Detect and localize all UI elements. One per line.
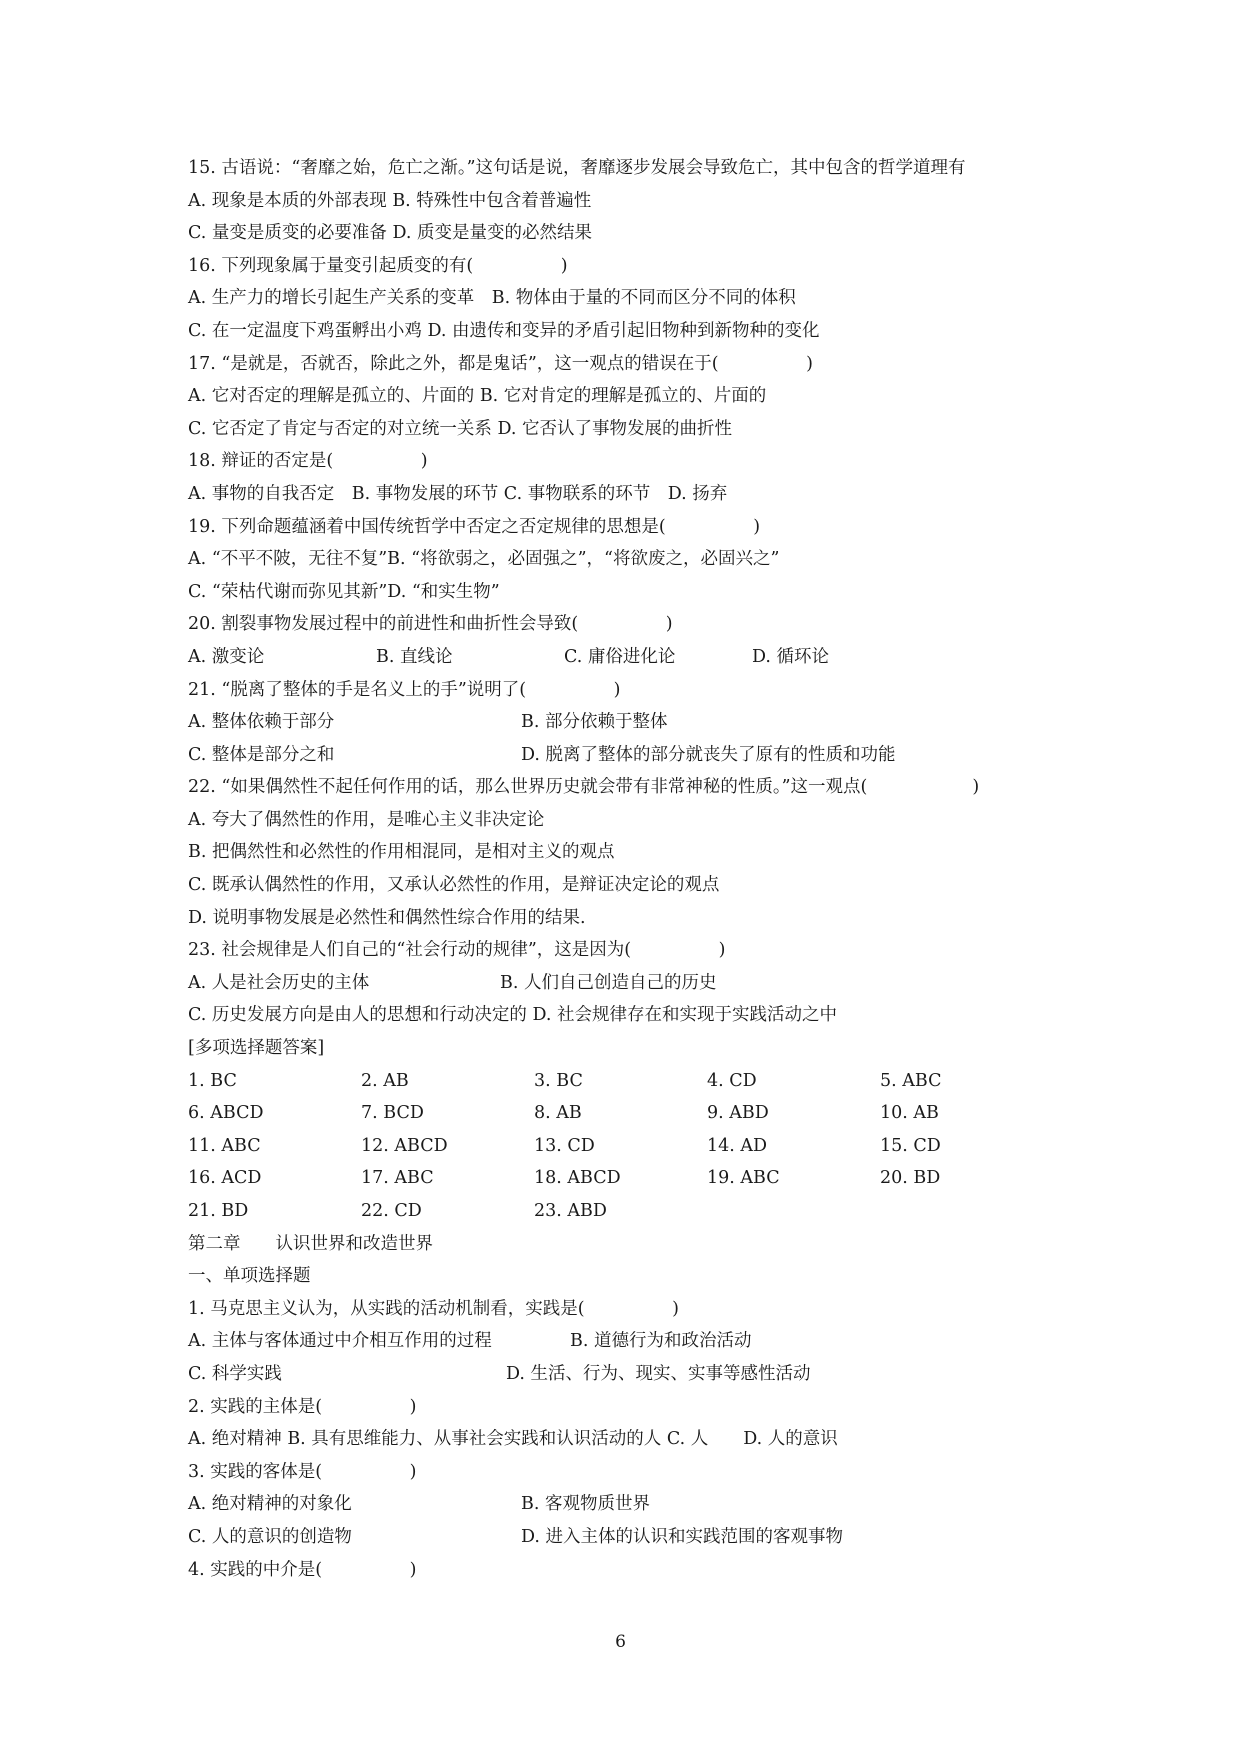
- chapter2-question-3-option-a: A. 绝对精神的对象化: [188, 1494, 352, 1515]
- question-20-option-d: D. 循环论: [752, 646, 830, 667]
- page-number: 6: [615, 1632, 626, 1652]
- question-15-options-cd: C. 量变是质变的必要准备 D. 质变是量变的必然结果: [188, 223, 592, 244]
- answer-item: 19. ABC: [707, 1168, 780, 1189]
- answer-item: 14. AD: [707, 1135, 768, 1156]
- question-23-options-ab: [188, 967, 1068, 1000]
- chapter2-question-4-stem: 4. 实践的中介是( ): [188, 1559, 417, 1580]
- question-17-stem: 17. “是就是，否就否，除此之外，都是鬼话”，这一观点的错误在于( ): [188, 353, 813, 374]
- answer-item: 22. CD: [361, 1201, 422, 1221]
- question-18-stem: 18. 辩证的否定是( ): [188, 451, 428, 472]
- question-17-options-ab: A. 它对否定的理解是孤立的、片面的 B. 它对肯定的理解是孤立的、片面的: [188, 386, 767, 407]
- answer-item: 23. ABD: [534, 1201, 607, 1221]
- chapter2-question-3-option-d: D. 进入主体的认识和实践范围的客观事物: [521, 1526, 844, 1547]
- question-21-option-a: A. 整体依赖于部分: [188, 712, 335, 733]
- answer-item: 13. CD: [534, 1135, 595, 1156]
- chapter2-question-2-stem: 2. 实践的主体是( ): [188, 1396, 417, 1417]
- chapter2-question-1-option-a: A. 主体与客体通过中介相互作用的过程: [188, 1331, 492, 1352]
- answer-item: 17. ABC: [361, 1168, 434, 1189]
- question-15-options-ab: A. 现象是本质的外部表现 B. 特殊性中包含着普遍性: [188, 190, 592, 211]
- chapter-title: 第二章 认识世界和改造世界: [188, 1233, 433, 1254]
- question-23-stem: 23. 社会规律是人们自己的“社会行动的规律”，这是因为( ): [188, 940, 726, 961]
- chapter2-question-1-option-c: C. 科学实践: [188, 1363, 282, 1384]
- question-16-stem: 16. 下列现象属于量变引起质变的有( ): [188, 255, 568, 276]
- answer-item: 1. BC: [188, 1070, 237, 1091]
- chapter2-question-1-options-cd: [188, 1358, 1068, 1391]
- question-22-option-b: B. 把偶然性和必然性的作用相混同，是相对主义的观点: [188, 842, 615, 863]
- answers-row: [188, 1065, 1068, 1098]
- question-22-option-c: C. 既承认偶然性的作用，又承认必然性的作用，是辩证决定论的观点: [188, 875, 720, 896]
- question-16-options-cd: C. 在一定温度下鸡蛋孵出小鸡 D. 由遗传和变异的矛盾引起旧物种到新物种的变化: [188, 320, 820, 341]
- question-21-option-d: D. 脱离了整体的部分就丧失了原有的性质和功能: [521, 744, 896, 765]
- question-23-options-cd: C. 历史发展方向是由人的思想和行动决定的 D. 社会规律存在和实现于实践活动之中: [188, 1005, 837, 1026]
- answers-row: [188, 1195, 1068, 1228]
- question-19-stem: 19. 下列命题蕴涵着中国传统哲学中否定之否定规律的思想是( ): [188, 516, 761, 537]
- question-22-option-d: D. 说明事物发展是必然性和偶然性综合作用的结果.: [188, 907, 586, 928]
- question-21-stem: 21. “脱离了整体的手是名义上的手”说明了( ): [188, 679, 621, 700]
- question-20-options: [188, 641, 1068, 674]
- question-15-stem: 15. 古语说：“奢靡之始，危亡之渐。”这句话是说，奢靡逐步发展会导致危亡，其中包含的哲学道理有: [188, 158, 966, 178]
- answer-item: 12. ABCD: [361, 1135, 448, 1156]
- answer-item: 2. AB: [361, 1070, 409, 1091]
- question-18-options: A. 事物的自我否定 B. 事物发展的环节 C. 事物联系的环节 D. 扬弃: [188, 483, 728, 504]
- chapter2-question-1-options-ab: [188, 1325, 1068, 1358]
- answers-heading: [多项选择题答案]: [188, 1038, 325, 1059]
- question-19-options-cd: C. “荣枯代谢而弥见其新”D. “和实生物”: [188, 581, 500, 602]
- answer-item: 16. ACD: [188, 1168, 262, 1189]
- question-19-options-ab: A. “不平不陂，无往不复”B. “将欲弱之，必固强之”，“将欲废之，必固兴之”: [188, 549, 780, 570]
- question-21-options-cd: [188, 739, 1068, 772]
- question-16-options-ab: A. 生产力的增长引起生产关系的变革 B. 物体由于量的不同而区分不同的体积: [188, 288, 796, 309]
- chapter2-question-2-options: A. 绝对精神 B. 具有思维能力、从事社会实践和认识活动的人 C. 人 D. 人的意识: [188, 1429, 838, 1450]
- answer-item: 11. ABC: [188, 1135, 261, 1156]
- answer-item: 5. ABC: [880, 1070, 942, 1091]
- answers-row: [188, 1097, 1068, 1130]
- page-content: [188, 152, 1068, 1586]
- question-21-option-b: B. 部分依赖于整体: [521, 712, 668, 733]
- chapter2-question-3-option-c: C. 人的意识的创造物: [188, 1526, 352, 1547]
- question-21-options-ab: [188, 706, 1068, 739]
- chapter2-question-3-options-ab: [188, 1488, 1068, 1521]
- answer-item: 21. BD: [188, 1201, 249, 1221]
- question-22-stem: 22. “如果偶然性不起任何作用的话，那么世界历史就会带有非常神秘的性质。”这一观点( ): [188, 777, 980, 798]
- question-20-option-b: B. 直线论: [376, 646, 453, 667]
- answer-item: 6. ABCD: [188, 1103, 264, 1124]
- question-23-option-a: A. 人是社会历史的主体: [188, 972, 370, 993]
- chapter2-question-1-option-d: D. 生活、行为、现实、实事等感性活动: [506, 1363, 811, 1384]
- chapter2-question-3-option-b: B. 客观物质世界: [521, 1494, 650, 1515]
- chapter2-question-1-stem: 1. 马克思主义认为，从实践的活动机制看，实践是( ): [188, 1298, 679, 1319]
- answer-item: 9. ABD: [707, 1103, 769, 1124]
- answer-item: 3. BC: [534, 1070, 583, 1091]
- answer-item: 8. AB: [534, 1103, 582, 1124]
- section-heading: 一、单项选择题: [188, 1266, 311, 1287]
- answer-item: 15. CD: [880, 1135, 941, 1156]
- answer-item: 18. ABCD: [534, 1168, 621, 1189]
- chapter2-question-3-stem: 3. 实践的客体是( ): [188, 1461, 417, 1482]
- chapter2-question-1-option-b: B. 道德行为和政治活动: [570, 1331, 752, 1352]
- answer-item: 7. BCD: [361, 1103, 424, 1124]
- question-20-option-a: A. 激变论: [188, 646, 265, 667]
- question-20-stem: 20. 割裂事物发展过程中的前进性和曲折性会导致( ): [188, 614, 673, 635]
- question-22-option-a: A. 夸大了偶然性的作用，是唯心主义非决定论: [188, 809, 545, 830]
- question-17-options-cd: C. 它否定了肯定与否定的对立统一关系 D. 它否认了事物发展的曲折性: [188, 418, 732, 439]
- answers-row: [188, 1130, 1068, 1163]
- question-23-option-b: B. 人们自己创造自己的历史: [500, 972, 717, 993]
- answer-item: 4. CD: [707, 1070, 757, 1091]
- answer-item: 10. AB: [880, 1103, 939, 1124]
- chapter2-question-3-options-cd: [188, 1521, 1068, 1554]
- question-21-option-c: C. 整体是部分之和: [188, 744, 335, 765]
- answers-row: [188, 1162, 1068, 1195]
- question-20-option-c: C. 庸俗进化论: [564, 646, 676, 667]
- answer-item: 20. BD: [880, 1168, 941, 1189]
